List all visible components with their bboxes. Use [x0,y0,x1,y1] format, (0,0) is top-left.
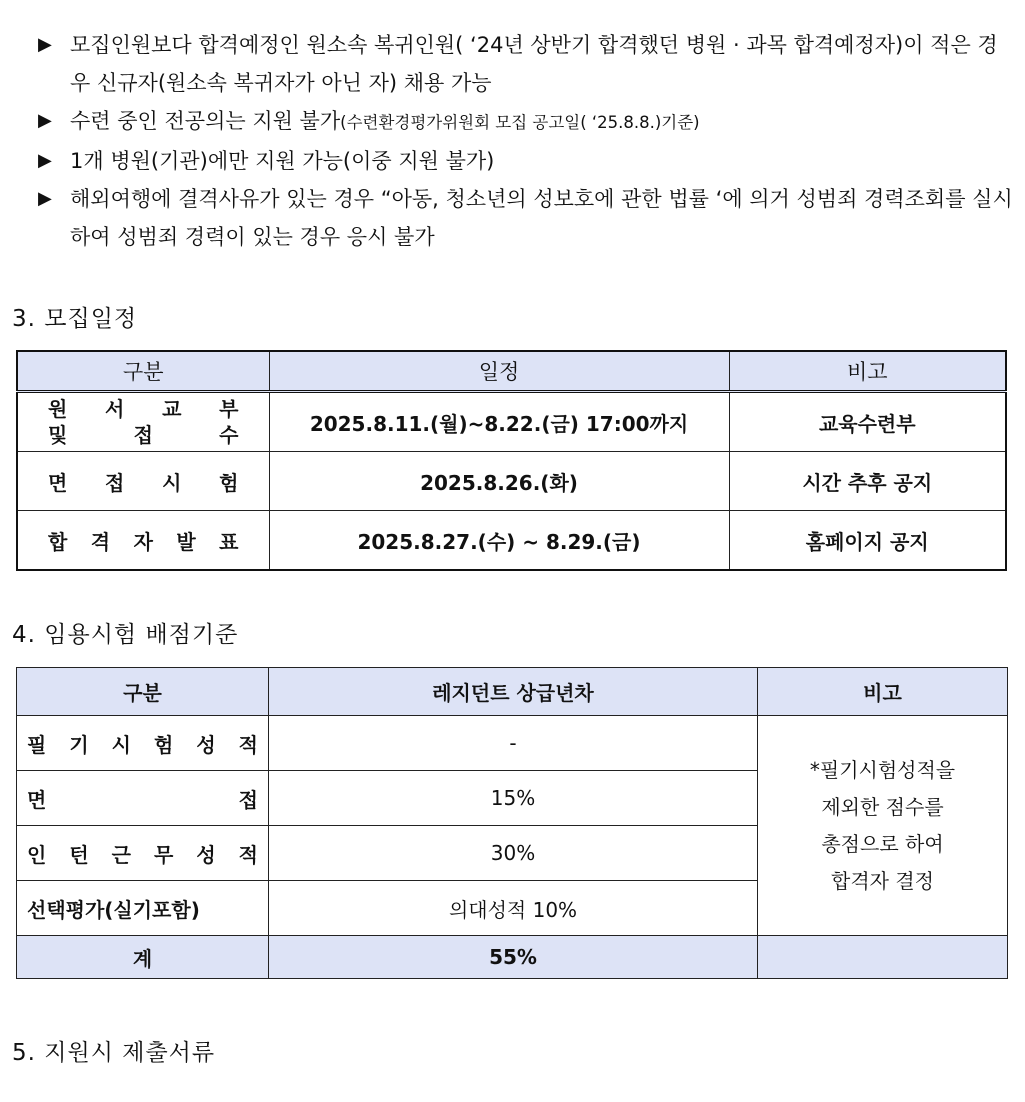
table-row [17,452,1006,511]
header-note: 비고 [758,668,1008,716]
row-label [17,392,269,452]
row-schedule: 2025.8.26.(화) [269,452,729,511]
header-schedule: 일정 [269,351,729,392]
label-char: 턴 [69,842,89,867]
label-char: 무 [153,842,174,867]
table-header-row [17,668,1008,716]
total-label: 계 [17,936,269,979]
label-char: 기 [69,732,89,757]
row-label [17,771,269,826]
section-4-title: 4. 임용시험 배점기준 [12,622,239,648]
label-char: 험 [219,470,239,495]
label-char: 표 [219,529,239,554]
note-line: *필기시험성적을 [809,757,956,782]
header-category: 구분 [17,668,269,716]
row-schedule: 2025.8.11.(월)~8.22.(금) 17:00까지 [269,392,729,452]
bullet-text: 수련 중인 전공의는 지원 불가 [70,109,341,133]
label-char: 및 [48,423,68,447]
note-line: 합격자 결정 [831,868,934,893]
label-char: 자 [133,529,153,554]
label-char: 합 [48,529,68,554]
label-char: 부 [219,397,239,421]
section-3-title: 3. 모집일정 [12,306,138,332]
scoring-note [758,716,1008,936]
bullet-item [34,26,1014,102]
row-note: 홈페이지 공지 [729,511,1006,571]
row-label [17,452,269,511]
section-5-title: 5. 지원시 제출서류 [12,1040,216,1066]
label-char: 성 [196,732,216,757]
bullet-text: 모집인원보다 합격예정인 원소속 복귀인원( ‘24년 상반기 합격했던 병원 · 과목 합격예정자)이 적은 경우 신규자(원소속 복귀자가 아닌 자) 채용 가능 [70,33,998,95]
label-char: 접 [105,470,125,495]
bullet-item [34,102,1014,142]
label-char: 인 [27,842,47,867]
label-char: 면 [48,470,68,495]
bullet-item [34,142,1014,180]
label-char: 서 [105,397,125,421]
row-label [17,511,269,571]
row-value: 30% [269,826,758,881]
total-note-empty [758,936,1008,979]
table-row [17,392,1006,452]
header-category: 구분 [17,351,269,392]
row-note: 교육수련부 [729,392,1006,452]
label-char: 접 [238,787,258,812]
label-char: 필 [27,732,47,757]
table-row [17,511,1006,571]
table-row [17,716,1008,771]
row-label [17,826,269,881]
row-value: 15% [269,771,758,826]
row-value: 의대성적 10% [269,881,758,936]
label-char: 적 [238,732,258,757]
label-char: 적 [238,842,258,867]
label-char: 접 [133,423,153,447]
label-char: 수 [219,423,239,447]
row-schedule: 2025.8.27.(수) ~ 8.29.(금) [269,511,729,571]
bullet-text: 1개 병원(기관)에만 지원 가능(이중 지원 불가) [70,149,495,173]
label-char: 근 [111,842,131,867]
row-label: 선택평가(실기포함) [17,881,269,936]
bullet-text: 해외여행에 결격사유가 있는 경우 “아동, 청소년의 성보호에 관한 법률 ‘에 의거 성범죄 경력조회를 실시하여 성범죄 경력이 있는 경우 응시 불가 [70,187,1013,249]
label-char: 교 [162,397,182,421]
header-resident: 레지던트 상급년차 [269,668,758,716]
label-char: 원 [48,397,68,421]
total-row [17,936,1008,979]
label-char: 험 [153,732,174,757]
label-char: 성 [196,842,216,867]
label-char: 면 [27,787,47,812]
note-line: 제외한 점수를 [821,794,944,819]
arrow-bullet-icon: ▶ [38,110,52,131]
label-char: 시 [162,470,182,495]
bullet-note: (수련환경평가위원회 모집 공고일( ‘25.8.8.)기준) [340,113,700,132]
eligibility-bullets [34,26,1014,256]
bullet-item [34,180,1014,256]
label-char: 시 [111,732,131,757]
scoring-table [16,667,1008,979]
header-note: 비고 [729,351,1006,392]
total-value: 55% [269,936,758,979]
label-char: 발 [176,529,196,554]
note-line: 총점으로 하여 [821,831,944,856]
row-label [17,716,269,771]
label-char: 격 [90,529,111,554]
schedule-table [16,350,1007,571]
table-header-row [17,351,1006,392]
row-note: 시간 추후 공지 [729,452,1006,511]
arrow-bullet-icon: ▶ [38,150,52,171]
arrow-bullet-icon: ▶ [38,34,52,55]
row-value: - [269,716,758,771]
arrow-bullet-icon: ▶ [38,188,52,209]
